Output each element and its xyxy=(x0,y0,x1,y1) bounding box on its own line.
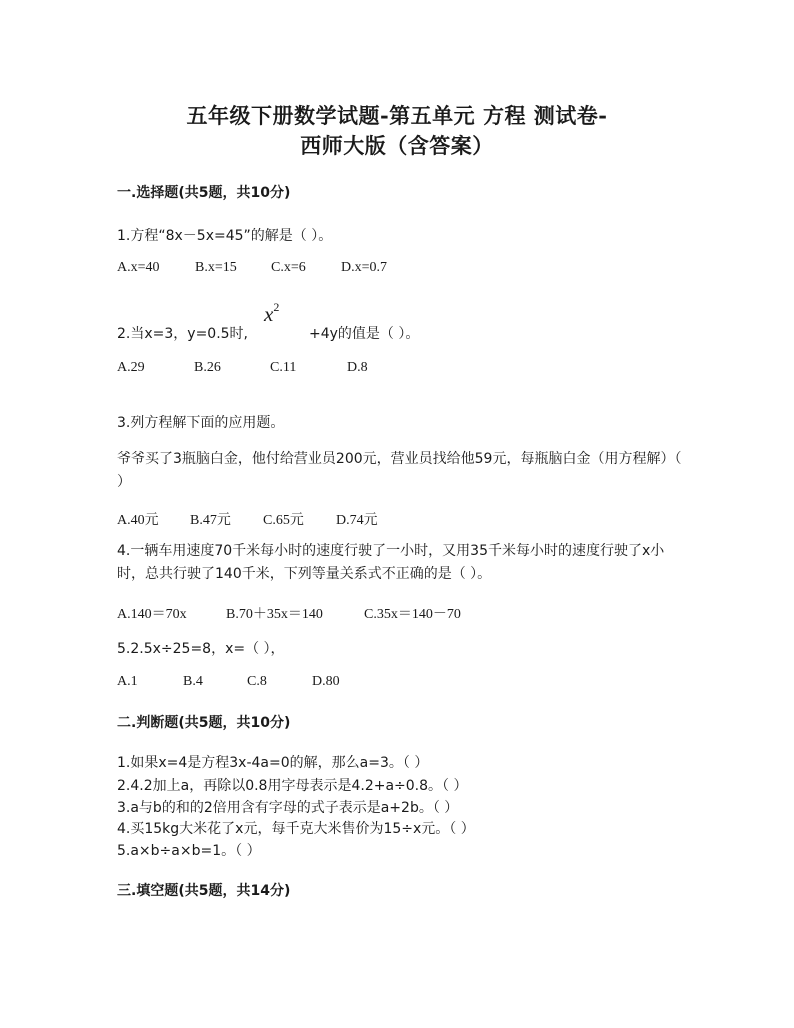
q2-formula-base: x xyxy=(264,302,274,326)
judgement-item: 5.a×b÷a×b=1。（ ） xyxy=(117,843,261,859)
judgement-item: 2.4.2加上a，再除以0.8用字母表示是4.2+a÷0.8。（ ） xyxy=(117,778,468,794)
q4-option-a: A.140＝70x xyxy=(117,607,187,622)
section-heading-judgement: 二.判断题(共5题，共10分) xyxy=(117,715,291,731)
q4-option-c: C.35x＝140－70 xyxy=(364,607,461,622)
q4-stem: 4.一辆车用速度70千米每小时的速度行驶了一小时，又用35千米每小时的速度行驶了x小时，总共行驶了140千米，下列等量关系式不正确的是（ ）。 xyxy=(117,543,665,582)
q2-formula-exponent: 2 xyxy=(273,300,280,314)
judgement-item: 3.a与b的和的2倍用含有字母的式子表示是a+2b。（ ） xyxy=(117,800,459,816)
q5-option-c: C.8 xyxy=(247,674,267,689)
q1-option-b: B.x=15 xyxy=(195,260,237,275)
section-heading-choice: 一.选择题(共5题，共10分) xyxy=(117,185,291,201)
q2-option-a: A.29 xyxy=(117,360,145,375)
q1-option-d: D.x=0.7 xyxy=(341,260,388,275)
q2-stem-suffix: +4y的值是（ ）。 xyxy=(309,326,420,342)
q3-option-a: A.40元 xyxy=(117,513,159,528)
q2-option-c: C.11 xyxy=(270,360,297,375)
doc-title-line1: 五年级下册数学试题-第五单元 方程 测试卷- xyxy=(186,103,608,128)
judgement-item: 1.如果x=4是方程3x-4a=0的解，那么a=3。（ ） xyxy=(117,755,429,771)
q5-option-d: D.80 xyxy=(312,674,340,689)
q1-stem: 1.方程“8x－5x=45”的解是（ ）。 xyxy=(117,228,333,244)
q3-stem: 3.列方程解下面的应用题。 xyxy=(117,415,285,431)
q3-option-b: B.47元 xyxy=(190,513,231,528)
q1-option-a: A.x=40 xyxy=(117,260,160,275)
section-heading-fill-blank: 三.填空题(共5题，共14分) xyxy=(117,883,291,899)
q5-option-b: B.4 xyxy=(183,674,203,689)
q3-text: 爷爷买了3瓶脑白金，他付给营业员200元，营业员找给他59元，每瓶脑白金（用方程解）（ ） xyxy=(117,451,682,490)
q5-option-a: A.1 xyxy=(117,674,138,689)
q2-option-b: B.26 xyxy=(194,360,221,375)
doc-title-line2: 西师大版（含答案） xyxy=(300,133,494,158)
q2-stem-prefix: 2.当x=3，y=0.5时, xyxy=(117,326,249,342)
judgement-item: 4.买15kg大米花了x元，每千克大米售价为15÷x元。（ ） xyxy=(117,821,475,837)
q5-stem: 5.2.5x÷25=8，x=（ ）， xyxy=(117,641,285,657)
q2-formula xyxy=(264,300,279,327)
q3-option-d: D.74元 xyxy=(336,513,378,528)
q3-option-c: C.65元 xyxy=(263,513,304,528)
q1-option-c: C.x=6 xyxy=(271,260,306,275)
q2-option-d: D.8 xyxy=(347,360,368,375)
q4-option-b: B.70＋35x＝140 xyxy=(226,607,323,622)
